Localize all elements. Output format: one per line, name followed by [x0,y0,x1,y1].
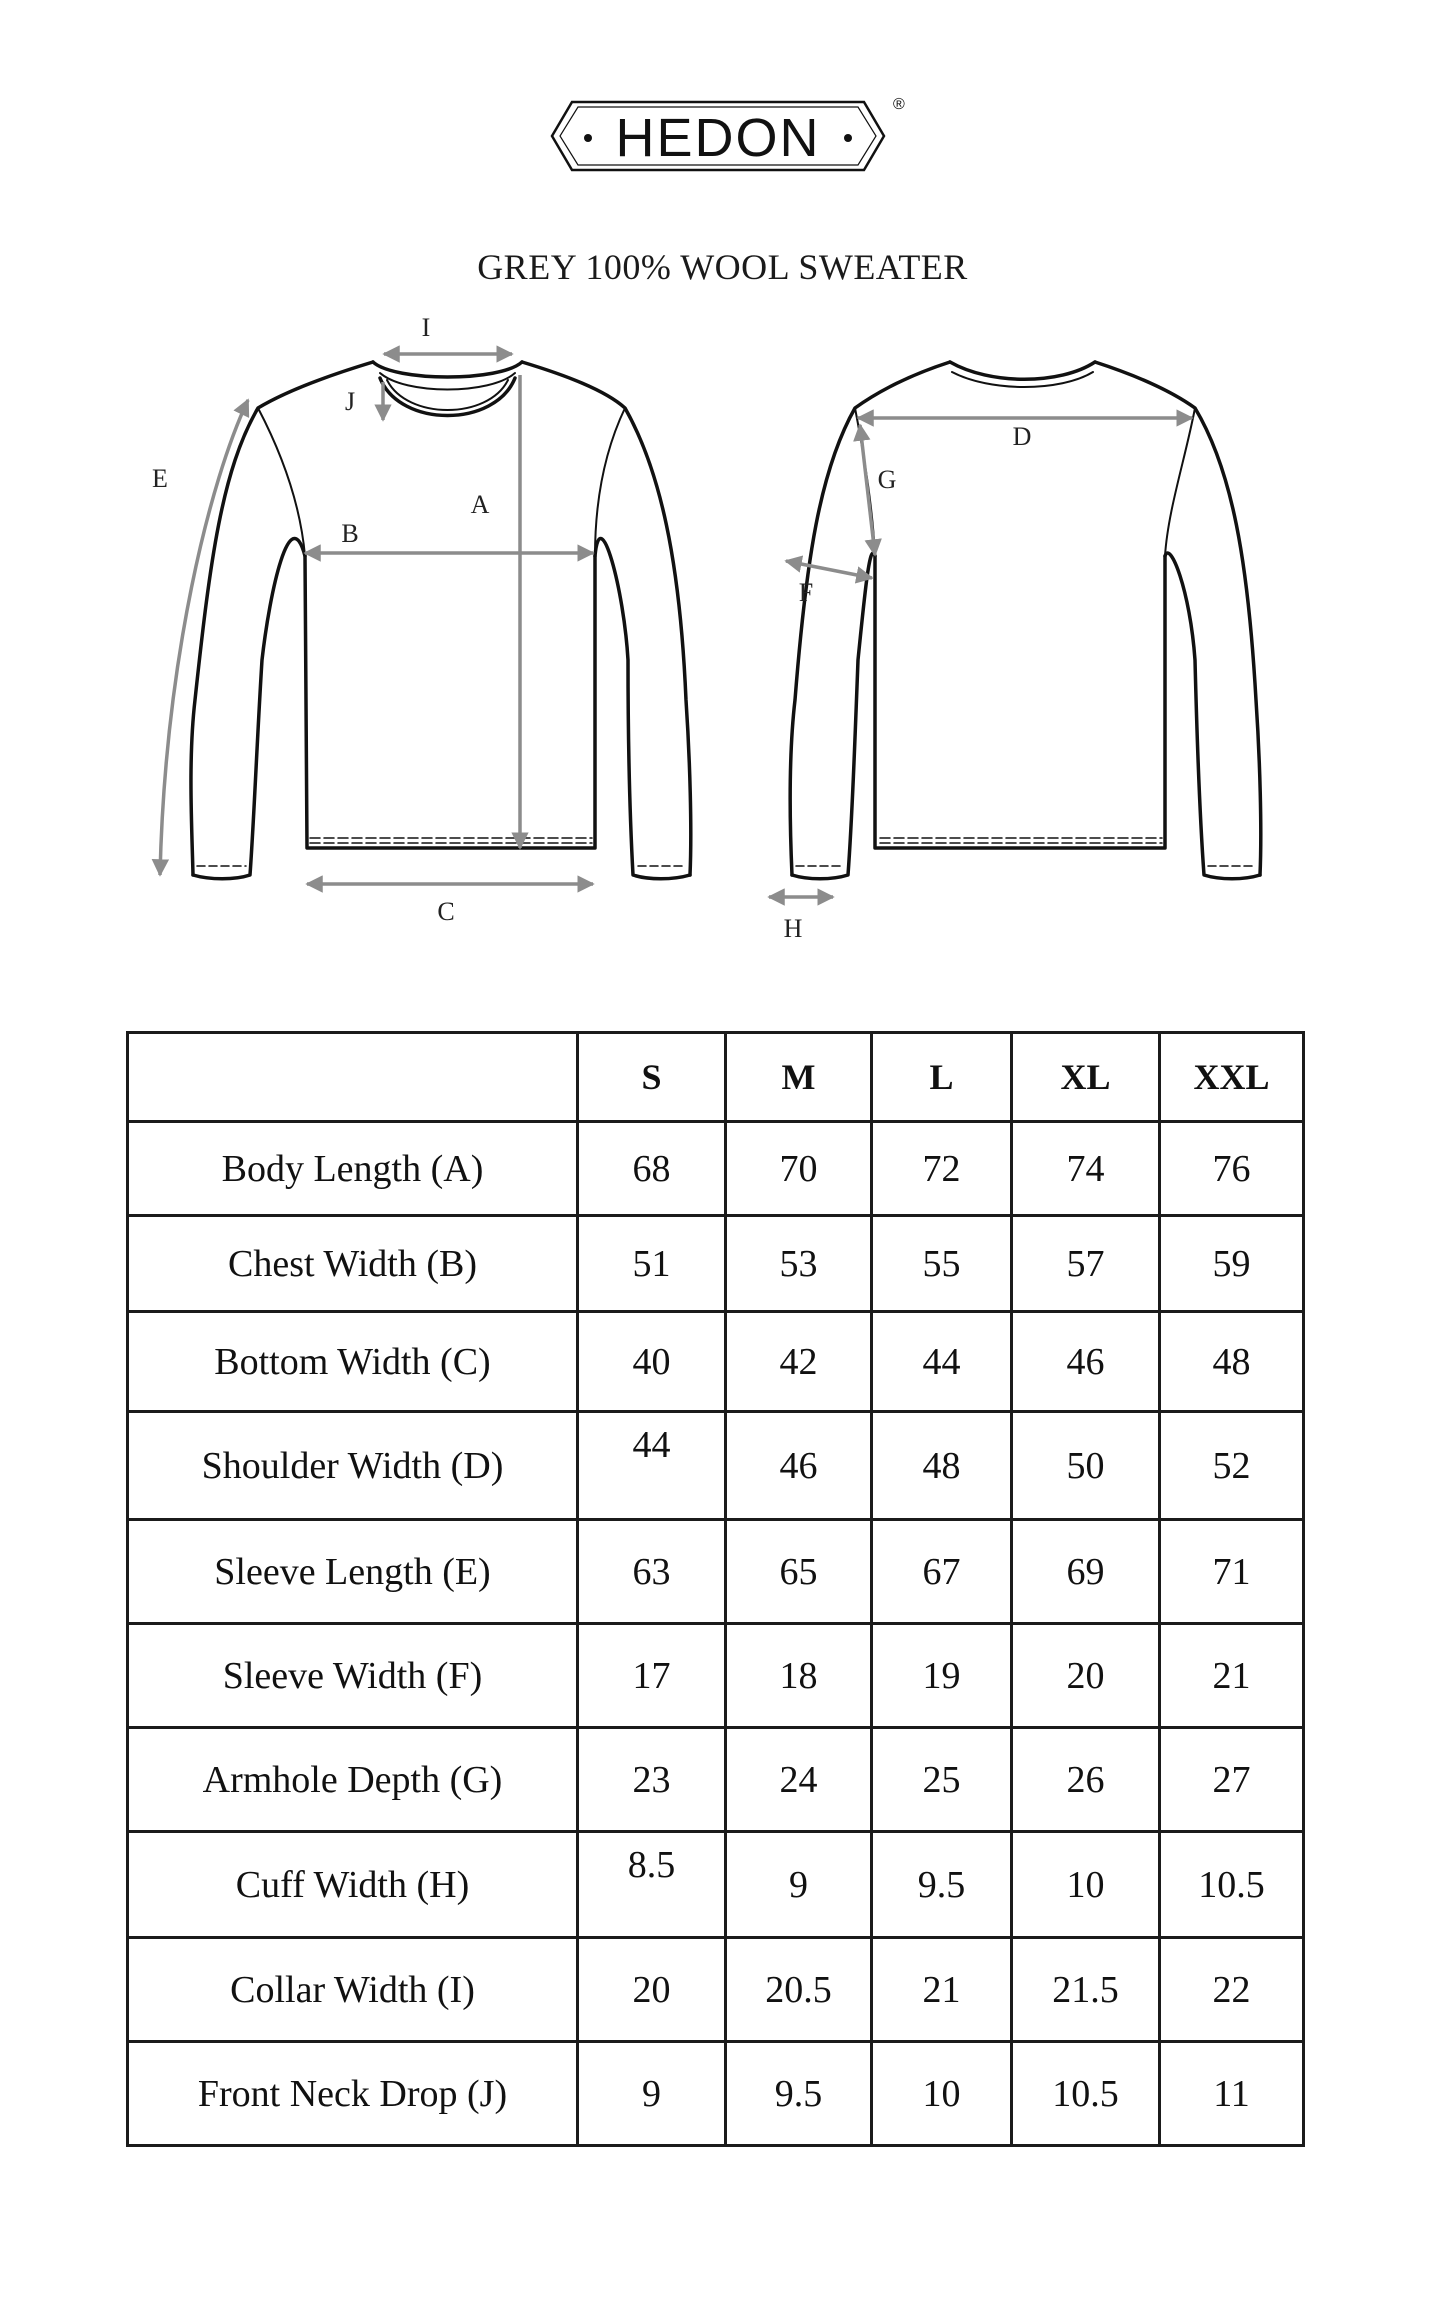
row-label: Collar Width (I) [128,1938,578,2042]
size-table [126,1031,1305,2147]
value-cell: 23 [578,1728,726,1832]
value-cell: 44 [578,1412,726,1520]
brand-name: HEDON [615,108,821,168]
value-cell: 24 [726,1728,872,1832]
value-cell: 59 [1160,1216,1304,1312]
value-cell: 50 [1012,1412,1160,1520]
row-label: Sleeve Width (F) [128,1624,578,1728]
front-sweater-drawing [191,362,691,879]
table-row [128,1728,1304,1832]
value-cell: 57 [1012,1216,1160,1312]
value-cell: 76 [1160,1122,1304,1216]
row-label: Sleeve Length (E) [128,1520,578,1624]
value-cell: 48 [1160,1312,1304,1412]
row-label: Front Neck Drop (J) [128,2042,578,2146]
value-cell: 46 [726,1412,872,1520]
size-chart [126,1031,1305,2147]
value-cell: 48 [872,1412,1012,1520]
value-cell: 71 [1160,1520,1304,1624]
value-cell: 9.5 [872,1832,1012,1938]
value-cell: 67 [872,1520,1012,1624]
value-cell: 19 [872,1624,1012,1728]
row-label: Bottom Width (C) [128,1312,578,1412]
value-cell: 21.5 [1012,1938,1160,2042]
label-a: A [470,490,490,519]
value-cell: 11 [1160,2042,1304,2146]
value-cell: 27 [1160,1728,1304,1832]
value-cell: 46 [1012,1312,1160,1412]
table-row [128,1216,1304,1312]
measurement-diagram [0,300,1445,960]
brand-logo [548,98,888,174]
table-row [128,1412,1304,1520]
value-cell: 53 [726,1216,872,1312]
size-header: XL [1012,1033,1160,1122]
value-cell: 68 [578,1122,726,1216]
value-cell: 69 [1012,1520,1160,1624]
product-title: GREY 100% WOOL SWEATER [477,247,968,287]
back-measure-arrows [769,418,1192,897]
label-c: C [437,897,455,926]
value-cell: 20.5 [726,1938,872,2042]
corner-cell [128,1033,578,1122]
label-e: E [152,464,168,493]
value-cell: 26 [1012,1728,1160,1832]
value-cell: 9.5 [726,2042,872,2146]
value-cell: 65 [726,1520,872,1624]
table-row [128,2042,1304,2146]
value-cell: 21 [872,1938,1012,2042]
value-cell: 25 [872,1728,1012,1832]
label-i: I [421,313,431,342]
row-label: Armhole Depth (G) [128,1728,578,1832]
value-cell: 40 [578,1312,726,1412]
label-b: B [341,519,359,548]
table-row [128,1520,1304,1624]
value-cell: 9 [578,2042,726,2146]
value-cell: 10 [1012,1832,1160,1938]
value-cell: 52 [1160,1412,1304,1520]
row-label: Body Length (A) [128,1122,578,1216]
value-cell: 21 [1160,1624,1304,1728]
value-cell: 55 [872,1216,1012,1312]
value-cell: 10.5 [1012,2042,1160,2146]
value-cell: 72 [872,1122,1012,1216]
label-h: H [783,914,803,943]
value-cell: 10 [872,2042,1012,2146]
front-measure-arrows [160,354,593,884]
size-header: XXL [1160,1033,1304,1122]
label-j: J [344,387,356,416]
value-cell: 22 [1160,1938,1304,2042]
size-header: M [726,1033,872,1122]
value-cell: 74 [1012,1122,1160,1216]
value-cell: 8.5 [578,1832,726,1938]
value-cell: 20 [1012,1624,1160,1728]
value-cell: 10.5 [1160,1832,1304,1938]
registered-mark: ® [893,96,905,113]
label-f: F [798,578,814,607]
size-header: S [578,1033,726,1122]
table-row [128,1938,1304,2042]
table-row [128,1832,1304,1938]
label-g: G [877,465,897,494]
size-header: L [872,1033,1012,1122]
table-row [128,1312,1304,1412]
label-d: D [1012,422,1032,451]
value-cell: 63 [578,1520,726,1624]
value-cell: 9 [726,1832,872,1938]
value-cell: 17 [578,1624,726,1728]
value-cell: 51 [578,1216,726,1312]
table-row [128,1624,1304,1728]
value-cell: 44 [872,1312,1012,1412]
value-cell: 20 [578,1938,726,2042]
row-label: Shoulder Width (D) [128,1412,578,1520]
value-cell: 42 [726,1312,872,1412]
row-label: Chest Width (B) [128,1216,578,1312]
table-row [128,1122,1304,1216]
row-label: Cuff Width (H) [128,1832,578,1938]
value-cell: 70 [726,1122,872,1216]
size-header-row [128,1033,1304,1122]
value-cell: 18 [726,1624,872,1728]
